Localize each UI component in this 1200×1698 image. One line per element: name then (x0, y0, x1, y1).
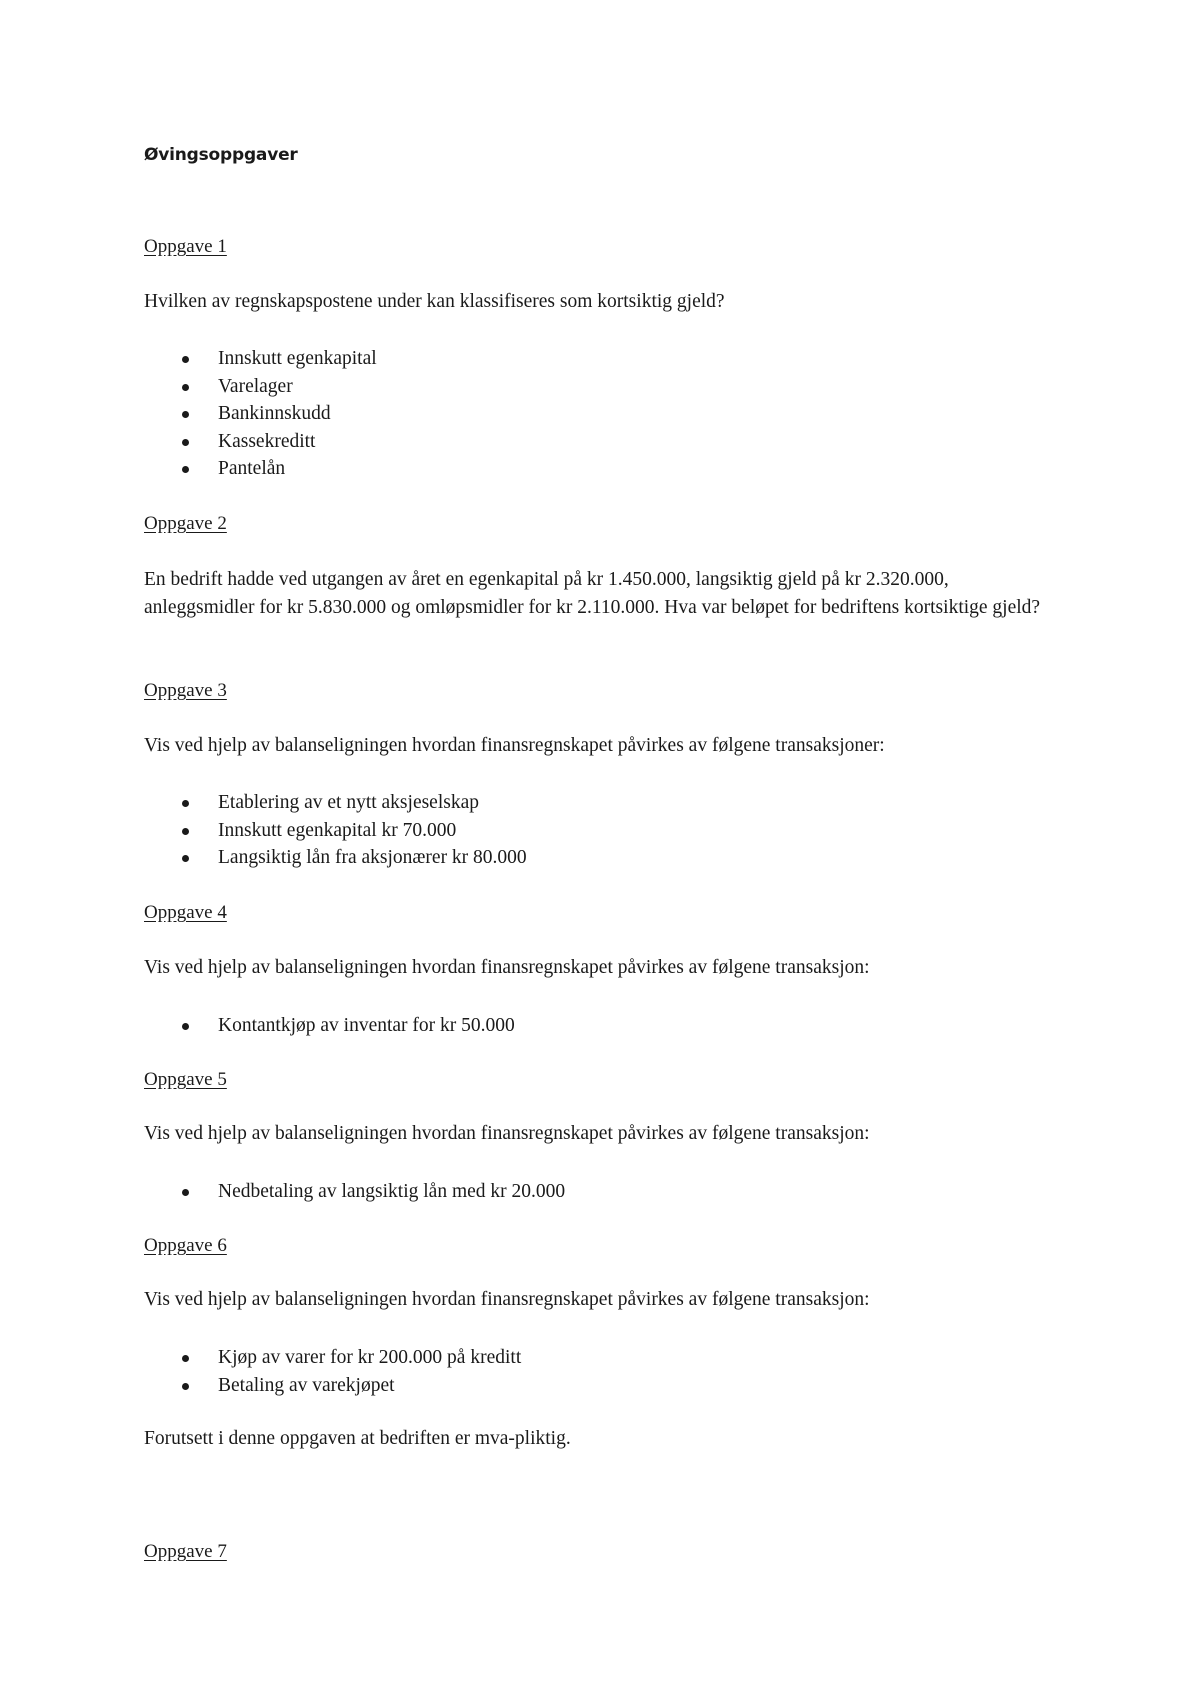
task-4-bullet-list (144, 1012, 515, 1040)
list-item (144, 455, 377, 483)
bullet-icon (182, 384, 189, 391)
bullet-icon (182, 411, 189, 418)
list-item (144, 1178, 565, 1206)
list-item-text: Innskutt egenkapital (218, 348, 377, 369)
bullet-icon (182, 1355, 189, 1362)
list-item (144, 428, 377, 456)
list-item-text: Innskutt egenkapital kr 70.000 (218, 819, 457, 841)
list-item (144, 844, 527, 872)
bullet-icon (182, 1383, 189, 1390)
bullet-icon (182, 855, 189, 862)
list-item (144, 817, 527, 845)
list-item-text: Etablering av et nytt aksjeselskap (218, 792, 480, 813)
list-item (144, 1012, 515, 1040)
list-item-text: Kontantkjøp av inventar for kr 50.000 (218, 1015, 515, 1036)
list-item (144, 373, 377, 401)
list-item-text: Bankinnskudd (218, 403, 331, 424)
task-6-bullet-list (144, 1344, 521, 1399)
bullet-icon (182, 466, 189, 473)
task-5-bullet-list (144, 1178, 565, 1206)
list-item-text: Nedbetaling av langsiktig lån med kr 20.000 (218, 1181, 566, 1202)
list-item (144, 345, 377, 373)
list-item-text: Pantelån (218, 458, 286, 479)
task-1-text: Hvilken av regnskapspostene under kan klassifiseres som kortsiktig gjeld? (144, 291, 725, 312)
list-item-text: Kjøp av varer for kr 200.000 på kreditt (218, 1347, 522, 1368)
task-1-heading: Oppgave 1 (144, 236, 227, 257)
task-2-text: En bedrift hadde ved utgangen av året en egenkapital på kr 1.450.000, langsiktig gjeld på kr 2.320.000, anleggsmidler for kr 5.830.000 og omløpsmidler for kr 2.110.000. Hva var beløpet for bedriftens kortsiktige gjeld? (144, 569, 1041, 618)
list-item-text: Varelager (218, 375, 293, 397)
task-1-bullet-list (144, 345, 377, 483)
task-6-note: Forutsett i denne oppgaven at bedriften er mva-pliktig. (144, 1428, 571, 1449)
task-4-text: Vis ved hjelp av balanseligningen hvordan finansregnskapet påvirkes av følgene transaksjon: (144, 957, 870, 978)
task-7-heading: Oppgave 7 (144, 1541, 227, 1562)
bullet-icon (182, 356, 189, 363)
task-2-heading: Oppgave 2 (144, 513, 227, 534)
list-item-text: Langsiktig lån fra aksjonærer kr 80.000 (218, 847, 527, 868)
bullet-icon (182, 1189, 189, 1196)
task-6-text: Vis ved hjelp av balanseligningen hvordan finansregnskapet påvirkes av følgene transaksjon: (144, 1289, 870, 1310)
bullet-icon (182, 439, 189, 446)
task-3-bullet-list (144, 789, 527, 872)
bullet-icon (182, 1023, 189, 1030)
task-3-text: Vis ved hjelp av balanseligningen hvordan finansregnskapet påvirkes av følgene transaksjoner: (144, 735, 885, 756)
bullet-icon (182, 800, 189, 807)
task-6-heading: Oppgave 6 (144, 1235, 227, 1256)
list-item (144, 1344, 521, 1372)
list-item (144, 789, 527, 817)
task-5-text: Vis ved hjelp av balanseligningen hvordan finansregnskapet påvirkes av følgene transaksjon: (144, 1123, 870, 1144)
task-4-heading: Oppgave 4 (144, 902, 227, 923)
list-item-text: Kassekreditt (218, 430, 316, 452)
list-item (144, 1372, 521, 1400)
bullet-icon (182, 828, 189, 835)
list-item (144, 400, 377, 428)
task-5-heading: Oppgave 5 (144, 1069, 227, 1090)
list-item-text: Betaling av varekjøpet (218, 1374, 395, 1396)
task-3-heading: Oppgave 3 (144, 680, 227, 701)
document-title: Øvingsoppgaver (144, 145, 298, 165)
